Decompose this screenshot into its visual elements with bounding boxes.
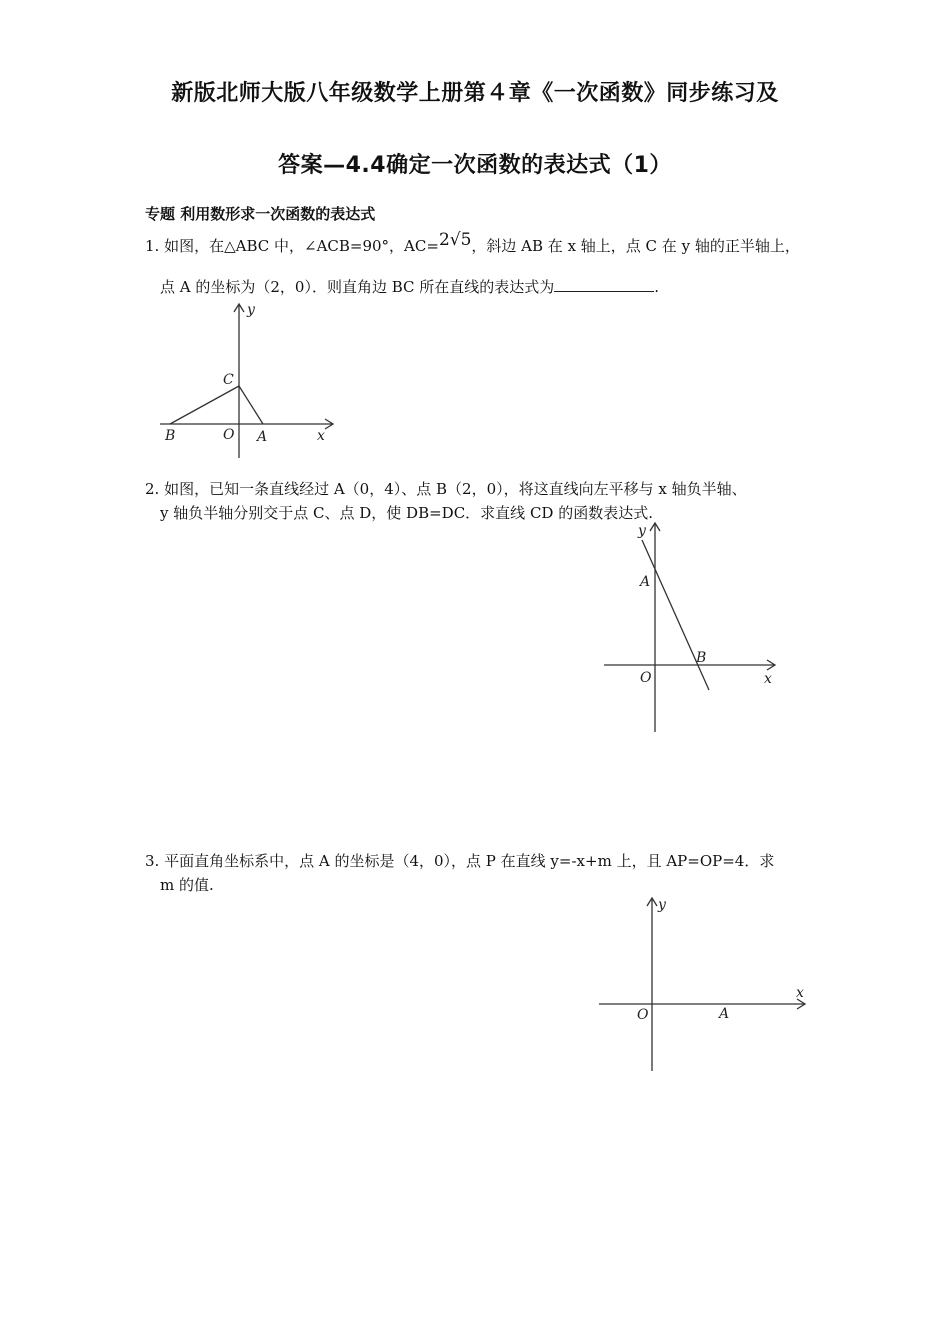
figure-3 bbox=[595, 893, 815, 1073]
page-title-line1: 新版北师大版八年级数学上册第４章《一次函数》同步练习及 bbox=[171, 81, 779, 106]
question-2-line2: y 轴负半轴分别交于点 C、点 D，使 DB=DC．求直线 CD 的函数表达式. bbox=[160, 504, 653, 522]
fig1-label-o: O bbox=[223, 427, 235, 443]
figure-2 bbox=[600, 520, 790, 735]
fig2-label-x: x bbox=[764, 671, 772, 687]
fig3-label-o: O bbox=[637, 1007, 649, 1023]
fig2-label-b: B bbox=[696, 650, 707, 666]
fig1-label-x: x bbox=[317, 428, 325, 444]
fig2-label-a: A bbox=[640, 574, 651, 590]
section-heading: 专题 利用数形求一次函数的表达式 bbox=[145, 205, 376, 223]
question-3-line2: m 的值. bbox=[160, 876, 214, 894]
page-title-line2: 答案—4.4确定一次函数的表达式（1） bbox=[278, 153, 672, 178]
figure-1 bbox=[155, 300, 345, 460]
fig1-segment-ca bbox=[239, 386, 263, 424]
fig3-label-x: x bbox=[796, 985, 804, 1001]
fig1-label-c: C bbox=[223, 372, 234, 388]
fig2-line-ab bbox=[642, 540, 709, 690]
question-1-text-b: ，斜边 AB 在 x 轴上，点 C 在 y 轴的正半轴上， bbox=[471, 237, 800, 255]
ac-value: 2√5 bbox=[438, 230, 472, 250]
fig1-label-b: B bbox=[165, 428, 176, 444]
question-1-line1 bbox=[145, 230, 800, 258]
fig1-label-y: y bbox=[247, 302, 255, 318]
question-1-text-a: 1. 如图，在△ABC 中，∠ACB=90°，AC= bbox=[145, 237, 439, 255]
fig3-label-a: A bbox=[719, 1006, 730, 1022]
fig1-label-a: A bbox=[257, 429, 268, 445]
question-1-line2-end: . bbox=[654, 278, 660, 296]
question-2-line1: 2. 如图，已知一条直线经过 A（0，4）、点 B（2，0），将这直线向左平移与 x 轴负半轴、 bbox=[145, 480, 747, 498]
question-1-line2-text: 点 A 的坐标为（2，0）．则直角边 BC 所在直线的表达式为 bbox=[160, 278, 555, 296]
fig2-label-y: y bbox=[638, 523, 646, 539]
fig1-segment-bc bbox=[170, 386, 239, 424]
fig3-label-y: y bbox=[658, 897, 666, 913]
question-1-line2 bbox=[160, 276, 659, 299]
answer-blank[interactable] bbox=[554, 277, 654, 292]
fig2-label-o: O bbox=[640, 670, 652, 686]
question-3-line1: 3. 平面直角坐标系中，点 A 的坐标是（4，0），点 P 在直线 y=-x+m 上，且 AP=OP=4．求 bbox=[145, 852, 775, 870]
